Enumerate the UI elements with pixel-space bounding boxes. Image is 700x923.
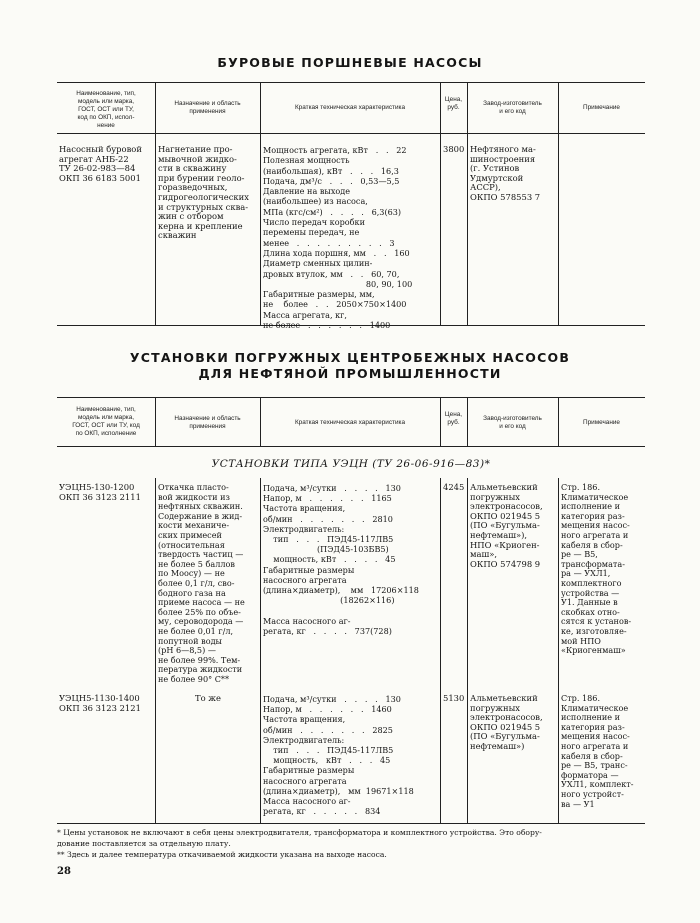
table1-row-maker: Нефтяного ма- шиностроения (г. Устинов Удмуртской АССР), ОКПО 578553 7	[470, 144, 541, 202]
table1-row-price: 3800	[443, 144, 465, 154]
table2-header-note: Примечание	[583, 419, 620, 426]
table2-row2-note: Стр. 186. Климатическое исполнение и категория раз- мещения насос- ного агрегата и кабеля в сбор- ре — В5, транс- форматора — УХЛ1, комплект- ного устройст- ва — У1	[561, 693, 634, 809]
table1-header-note: Примечание	[583, 104, 620, 111]
table2-row2-spec: Подача, м³/сутки . . . . 130 Напор, м . . . . . . 1460 Частота вращения, об/мин . . . . . . . 2825 Электродвигатель: тип . . . ПЭД45-117ЛВ5 мощность, кВт . . . 45 Габаритные размеры насосного агрегата (длина×диаметр), мм 19671×118 Масса насосного аг- регата, кг . . . . . 834	[263, 694, 414, 817]
page-number: 28	[57, 866, 71, 877]
footnote-2: ** Здесь и далее температура откачиваемой жидкости указана на выходе насоса.	[57, 850, 387, 859]
section1-title: БУРОВЫЕ ПОРШНЕВЫЕ НАСОСЫ	[217, 55, 483, 70]
table1-row-purpose: Нагнетание про- мывочной жидко- сти в скважину при бурении геоло- горазведочных, гидрогеологических и структурных сква- жин с отбором керна и крепление скважин	[158, 144, 249, 241]
table1-header-maker: Завод-изготовитель и его код	[483, 100, 542, 115]
section2-title-line2: ДЛЯ НЕФТЯНОЙ ПРОМЫШЛЕННОСТИ	[198, 366, 502, 381]
table2-row1-spec: Подача, м³/сутки . . . . 130 Напор, м . . . . . . 1165 Частота вращения, об/мин . . . . . . . 2810 Электродвигатель: тип . . . ПЭД45-117ЛВ5 (ПЭД45-103БВ5) мощность, кВт . . . . 45 Габаритные размеры насосного агрегата (длина×диаметр), мм 17206×118 (18262×116) Масса насосного аг- регата, кг . . . . 737(728)	[263, 483, 419, 636]
table2-header-spec: Краткая техническая характеристика	[294, 419, 406, 426]
table2-row2-maker: Альметьевский погружных электронасосов, ОКПО 021945 5 (ПО «Бугульма- нефтемаш»)	[470, 693, 543, 751]
table1-header-name: Наименование, тип, модель или марка, ГОСТ, ОСТ или ТУ, код по ОКП, испол- нение	[76, 90, 136, 129]
table2-row2-name: УЭЦН5-1130-1400 ОКП 36 3123 2121	[59, 693, 141, 713]
table2-row2-purpose: То же	[195, 693, 221, 703]
table2-header-purpose: Назначение и область применения	[174, 415, 241, 430]
table2-row1-purpose: Откачка пласто- вой жидкости из нефтяных скважин. Содержание в жид- кости механиче- ских примесей (относительная твердость частиц — не более 5 баллов по Моосу) — не более 0,1 г/л, сво- бодного газа на приеме насоса — не более 25% по объе- му, сероводорода — не более 0,01 г/л, попутной воды (рН 6—8,5) — не более 99%. Тем- пература жидкости не более 90° С**	[158, 482, 245, 684]
table1-header-spec: Краткая техническая характеристика	[294, 104, 406, 111]
table2-header-price: Цена, руб.	[444, 411, 463, 426]
section2-title-line1: УСТАНОВКИ ПОГРУЖНЫХ ЦЕНТРОБЕЖНЫХ НАСОСОВ	[129, 350, 571, 365]
table2-row1-maker: Альметьевский погружных электронасосов, ОКПО 021945 5 (ПО «Бугульма- нефтемаш»), НПО «Криоген- маш», ОКПО 574798 9	[470, 482, 543, 569]
table2-bottom-rule	[57, 823, 645, 824]
table1-row-name: Насосный буровой агрегат АНБ-22 ТУ 26-02-983—84 ОКП 36 6183 5001	[59, 144, 142, 183]
table2-row1-name: УЭЦН5-130-1200 ОКП 36 3123 2111	[59, 482, 141, 502]
table2-header-rule	[57, 446, 645, 447]
footnote-1: * Цены установок не включают в себя цены электродвигателя, трансформатора и комплектного устройства. Это обору- дование поставляется за отдельную плату.	[57, 828, 542, 848]
table1-header-rule	[57, 133, 645, 134]
table2-row1-price: 4245	[443, 482, 465, 492]
table2-row2-price: 5130	[443, 693, 465, 703]
table2-header-maker: Завод-изготовитель и его код	[483, 415, 542, 430]
table1-row-spec: Мощность агрегата, кВт . . 22 Полезная мощность (наибольшая), кВт . . . 16,3 Подача, дм³/с . . . 0,53—5,5 Давление на выходе (наибольшее) из насоса, МПа (кгс/см²) . . . . 6,3(63) Число передач коробки перемены передач, не менее . . . . . . . . . 3 Длина хода поршня, мм . . 160 Диаметр сменных цилин- дровых втулок, мм . . 60, 70, 80, 90, 100 Габаритные размеры, мм, не более . . 2050×750×1400 Масса агрегата, кг, не более . . . . . . 1400	[263, 145, 413, 331]
table2-row1-note: Стр. 186. Климатическое исполнение и категория раз- мещения насос- ного агрегата и кабеля в сбор- ре — В5, трансформата- ра — УХЛ1, комплектного устройства — У1. Данные в скобках отно- сятся к установ- ке, изготовляе- мой НПО «Криогенмаш»	[561, 482, 632, 656]
table2-header-name: Наименование, тип, модель или марка, ГОСТ, ОСТ или ТУ, код по ОКП, исполнение	[72, 406, 140, 437]
table1-header-price: Цена, руб.	[444, 96, 463, 111]
table1-header-purpose: Назначение и область применения	[174, 100, 241, 115]
table2-subheading: УСТАНОВКИ ТИПА УЭЦН (ТУ 26-06-916—83)*	[211, 458, 491, 470]
table2-top-rule	[57, 397, 645, 398]
table1-top-rule	[57, 82, 645, 83]
